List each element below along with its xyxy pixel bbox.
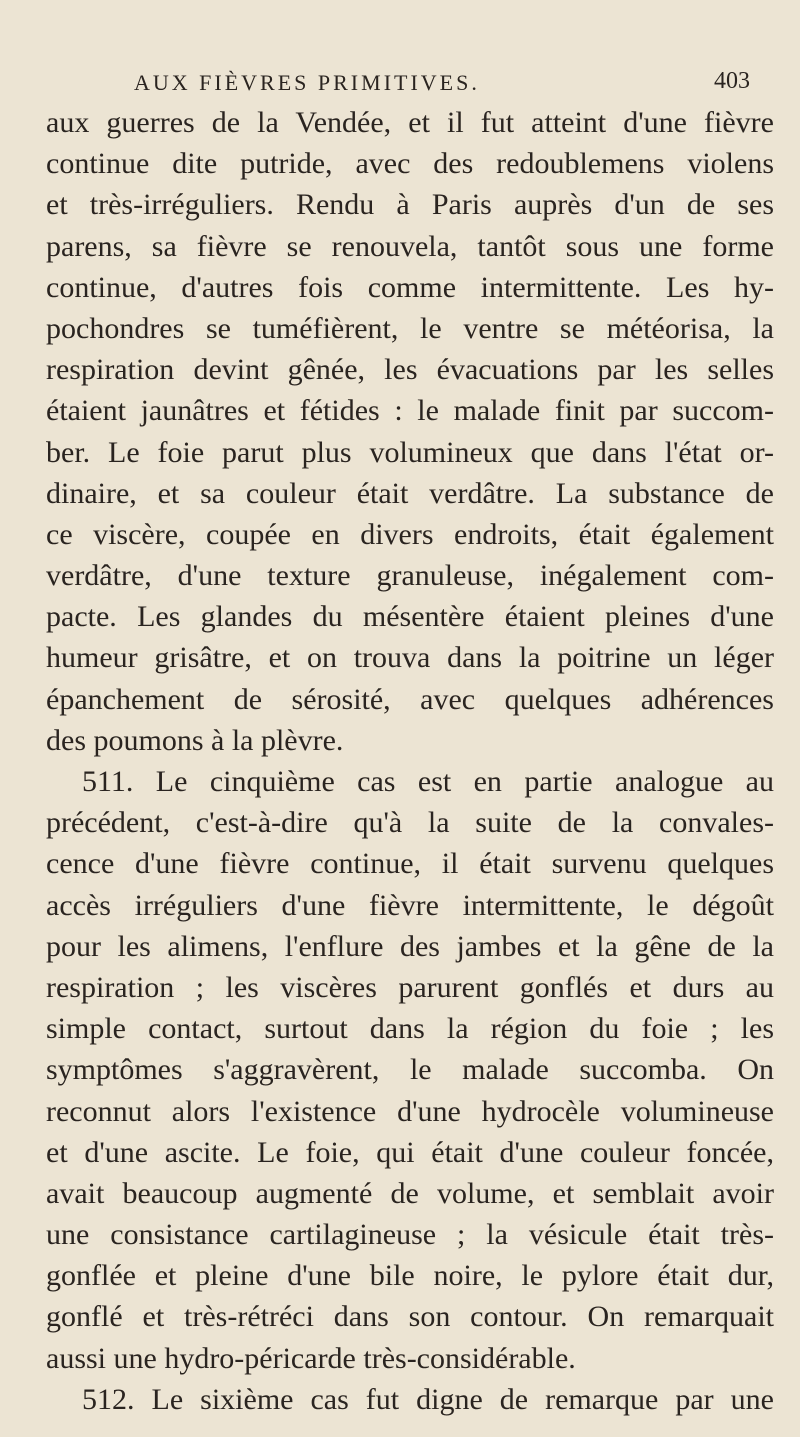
text-line: continue, d'autres fois comme intermittente. Les hy-: [46, 270, 774, 304]
text-line: continue dite putride, avec des redoublemens violens: [46, 147, 774, 181]
paragraph-512-start: 512. Le sixième cas fut digne de remarque par une: [82, 1382, 774, 1416]
text-line: précédent, c'est-à-dire qu'à la suite de la convales-: [46, 806, 774, 840]
page-number: 403: [714, 68, 750, 94]
text-line: verdâtre, d'une texture granuleuse, inégalement com-: [46, 559, 774, 593]
text-line: et d'une ascite. Le foie, qui était d'une couleur foncée,: [46, 1135, 774, 1169]
text-line: aux guerres de la Vendée, et il fut atteint d'une fièvre: [46, 106, 774, 139]
text-line: cence d'une fièvre continue, il était survenu quelques: [46, 847, 774, 881]
text-line: reconnut alors l'existence d'une hydrocèle volumineuse: [46, 1094, 774, 1128]
text-line: épanchement de sérosité, avec quelques adhérences: [46, 682, 774, 716]
text-line: gonflée et pleine d'une bile noire, le pylore était dur,: [46, 1259, 774, 1293]
text-line: respiration devint gênée, les évacuations par les selles: [46, 353, 774, 387]
text-line: symptômes s'aggravèrent, le malade succomba. On: [46, 1053, 774, 1087]
text-line: accès irréguliers d'une fièvre intermittente, le dégoût: [46, 888, 774, 922]
text-line: ber. Le foie parut plus volumineux que dans l'état or-: [46, 435, 774, 469]
text-line: parens, sa fièvre se renouvela, tantôt sous une forme: [46, 229, 774, 263]
text-line: aussi une hydro-péricarde très-considérable.: [46, 1341, 576, 1375]
text-line: dinaire, et sa couleur était verdâtre. La substance de: [46, 476, 774, 510]
text-line: pochondres se tuméfièrent, le ventre se météorisa, la: [46, 311, 774, 345]
page-header: [46, 60, 774, 100]
text-line: pacte. Les glandes du mésentère étaient pleines d'une: [46, 600, 774, 634]
text-line: ce viscère, coupée en divers endroits, était également: [46, 517, 774, 551]
text-line: respiration ; les viscères parurent gonflés et durs au: [46, 970, 774, 1004]
text-line: avait beaucoup augmenté de volume, et semblait avoir: [46, 1176, 774, 1210]
text-line: pour les alimens, l'enflure des jambes et la gêne de la: [46, 929, 774, 963]
body-text: [46, 102, 774, 1420]
text-line: humeur grisâtre, et on trouva dans la poitrine un léger: [46, 641, 774, 675]
running-title: AUX FIÈVRES PRIMITIVES.: [134, 70, 480, 95]
text-line: gonflé et très-rétréci dans son contour. On remarquait: [46, 1300, 774, 1334]
paragraph-511-start: 511. Le cinquième cas est en partie analogue au: [82, 765, 774, 798]
text-line: et très-irréguliers. Rendu à Paris auprès d'un de ses: [46, 188, 774, 222]
text-line: étaient jaunâtres et fétides : le malade finit par succom-: [46, 394, 774, 428]
text-line: des poumons à la plèvre.: [46, 723, 344, 757]
text-line: simple contact, surtout dans la région du foie ; les: [46, 1012, 774, 1046]
text-line: une consistance cartilagineuse ; la vésicule était très-: [46, 1218, 774, 1252]
